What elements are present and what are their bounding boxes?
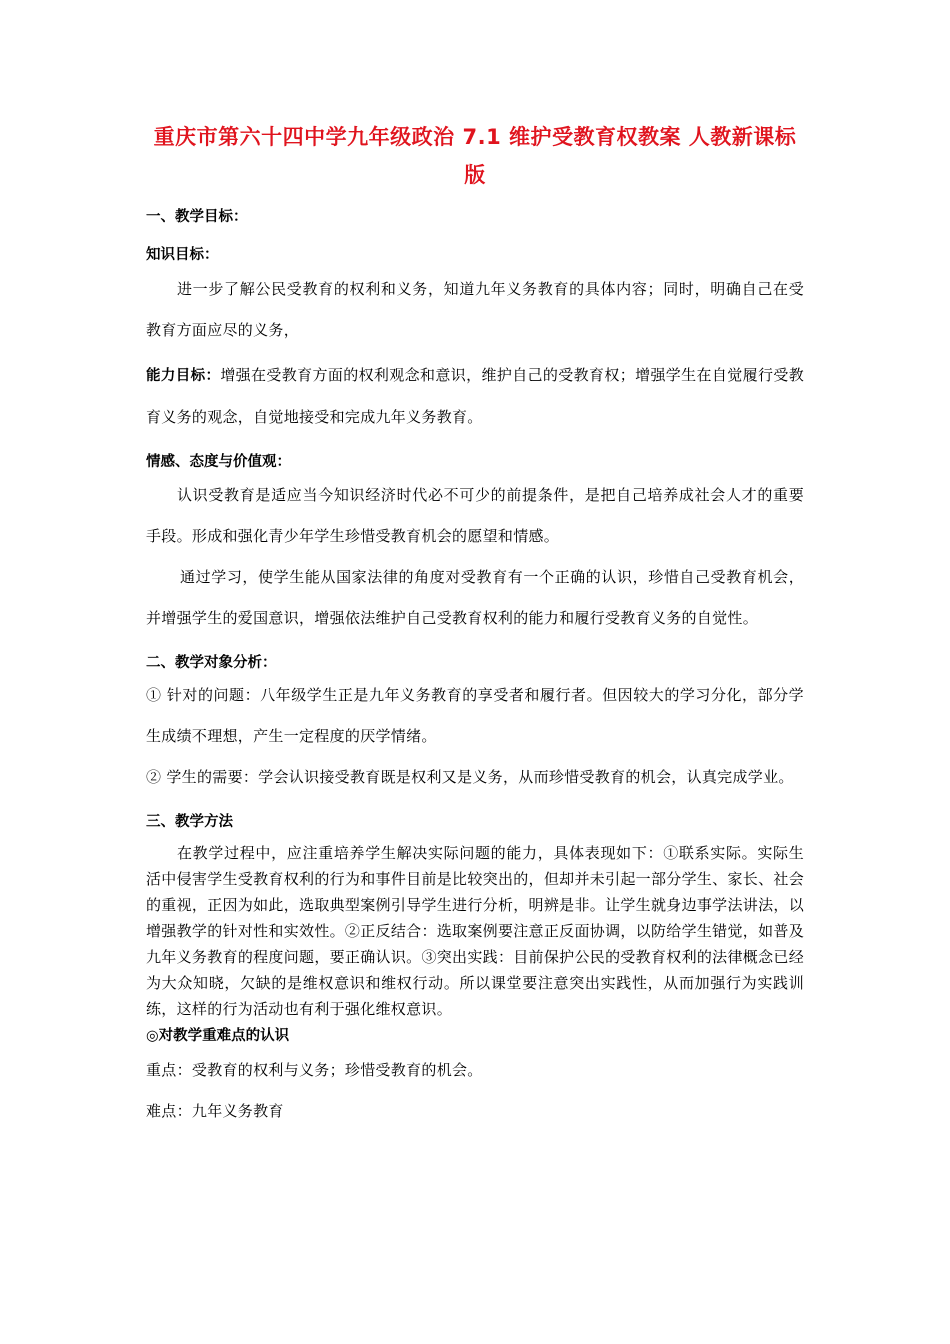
emotion-goal-text-2: 通过学习，使学生能从国家法律的角度对受教育有一个正确的认识，珍惜自己受教育机会，并增强学生的爱国意识，增强依法维护自己受教育权利的能力和履行受教育义务的自觉性。 — [146, 568, 804, 627]
key-point: 重点：受教育的权利与义务；珍惜受教育的机会。 — [146, 1061, 483, 1079]
section-heading-analysis: 二、教学对象分析： — [146, 655, 277, 671]
analysis-item-2: ② 学生的需要：学会认识接受教育既是权利又是义务，从而珍惜受教育的机会，认真完成学业。 — [146, 768, 794, 786]
document-title: 重庆市第六十四中学九年级政治 7.1 维护受教育权教案 人教新课标版 — [153, 125, 797, 187]
knowledge-goal-text: 进一步了解公民受教育的权利和义务，知道九年义务教育的具体内容；同时，明确自己在受教育方面应尽的义务， — [146, 280, 804, 339]
knowledge-goal-label: 知识目标： — [146, 247, 219, 263]
document-page — [146, 118, 804, 1132]
method-text: 在教学过程中，应注重培养学生解决实际问题的能力，具体表现如下：①联系实际。实际生活中侵害学生受教育权利的行为和事件目前是比较突出的，但却并未引起一部分学生、家长、社会的重视，正因为如此，选取典型案例引导学生进行分析，明辨是非。让学生就身边事学法讲法，以增强教学的针对性和实效性。②正反结合：选取案例要注意正反面协调，以防给学生错觉，如普及九年义务教育的程度问题，要正确认识。③突出实践：目前保护公民的受教育权利的法律概念已经为大众知晓，欠缺的是维权意识和维权行动。所以课堂要注意突出实践性，从而加强行为实践训练，这样的行为活动也有利于强化维权意识。 — [146, 844, 804, 1018]
emotion-goal-text-1: 认识受教育是适应当今知识经济时代必不可少的前提条件，是把自己培养成社会人才的重要手段。形成和强化青少年学生珍惜受教育机会的愿望和情感。 — [146, 486, 804, 545]
keypoints-heading: ◎对教学重难点的认识 — [146, 1028, 290, 1044]
section-heading-method: 三、教学方法 — [146, 814, 233, 830]
ability-goal-text: 增强在受教育方面的权利观念和意识，维护自己的受教育权；增强学生在自觉履行受教育义务的观念，自觉地接受和完成九年义务教育。 — [146, 366, 805, 426]
ability-goal-label: 能力目标： — [146, 368, 221, 384]
analysis-item-1: ① 针对的问题：八年级学生正是九年义务教育的享受者和履行者。但因较大的学习分化，部分学生成绩不理想，产生一定程度的厌学情绪。 — [146, 686, 804, 745]
emotion-goal-label: 情感、态度与价值观： — [146, 454, 291, 470]
ability-goal-paragraph — [146, 355, 804, 438]
section-heading-goals: 一、教学目标： — [146, 209, 248, 225]
difficult-point: 难点：九年义务教育 — [146, 1102, 284, 1120]
